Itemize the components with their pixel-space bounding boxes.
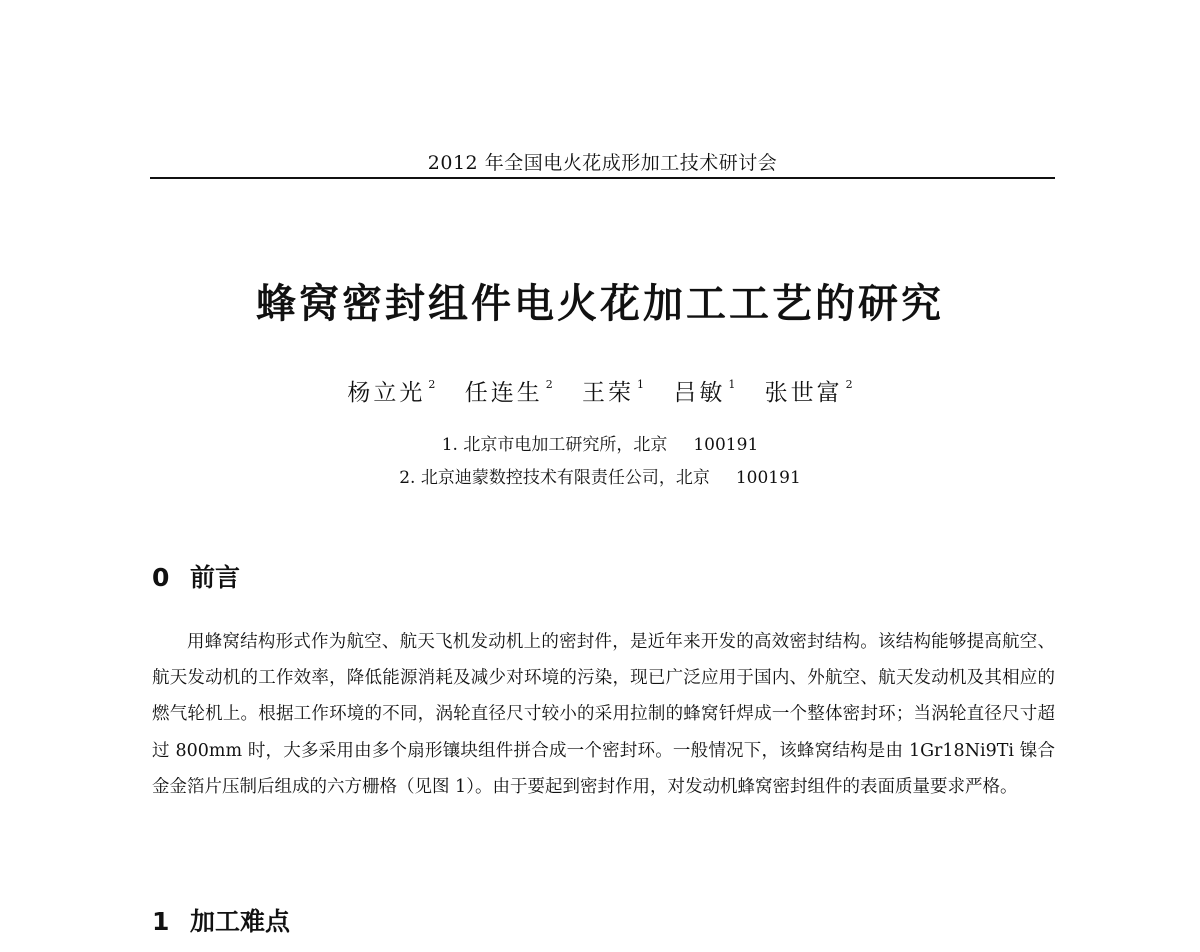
postal-code: 100191: [693, 435, 759, 455]
paper-title: 蜂窝密封组件电火花加工工艺的研究: [256, 281, 944, 327]
author: [673, 380, 735, 406]
affiliation-2: [0, 463, 1200, 488]
affiliation-text: 2. 北京迪蒙数控技术有限责任公司，北京: [399, 468, 710, 488]
author: [347, 380, 435, 406]
running-header: 2012 年全国电火花成形加工技术研讨会: [427, 152, 778, 174]
author-name: 杨立光: [347, 380, 426, 406]
author-affiliation-mark: 2: [545, 378, 553, 391]
section-number: 0: [152, 563, 170, 592]
author-name: 任连生: [464, 380, 543, 406]
header-rule: [150, 177, 1055, 179]
author-affiliation-mark: 2: [845, 378, 853, 391]
postal-code: 100191: [735, 468, 801, 488]
section-title: 前言: [190, 563, 241, 592]
author-affiliation-mark: 2: [428, 378, 436, 391]
author-list: [0, 374, 1200, 407]
author-name: 吕敏: [673, 380, 726, 406]
author: [582, 380, 644, 406]
section-heading-introduction: [152, 558, 240, 594]
section-title: 加工难点: [190, 907, 291, 936]
affiliation-text: 1. 北京市电加工研究所，北京: [441, 435, 668, 455]
author-name: 王荣: [582, 380, 634, 406]
author-name: 张世富: [764, 380, 843, 406]
section-number: 1: [152, 907, 170, 936]
author-affiliation-mark: 1: [637, 378, 644, 391]
author-affiliation-mark: 1: [728, 378, 736, 391]
introduction-paragraph: 用蜂窝结构形式作为航空、航天飞机发动机上的密封件，是近年来开发的高效密封结构。该结构能够提高航空、航天发动机的工作效率，降低能源消耗及减少对环境的污染，现已广泛应用于国内、外航空、航天发动机及其相应的燃气轮机上。根据工作环境的不同，涡轮直径尺寸较小的采用拉制的蜂窝钎焊成一个整体密封环；当涡轮直径尺寸超过 800mm 时，大多采用由多个扇形镶块组件拼合成一个密封环。一般情况下，该蜂窝结构是由 1Gr18Ni9Ti 镍合金金箔片压制后组成的六方栅格（见图 1）。由于要起到密封作用，对发动机蜂窝密封组件的表面质量要求严格。: [152, 632, 1055, 797]
author: [765, 380, 853, 406]
affiliation-1: [0, 430, 1200, 455]
section-heading-difficulties: [152, 902, 290, 938]
author: [465, 380, 553, 406]
